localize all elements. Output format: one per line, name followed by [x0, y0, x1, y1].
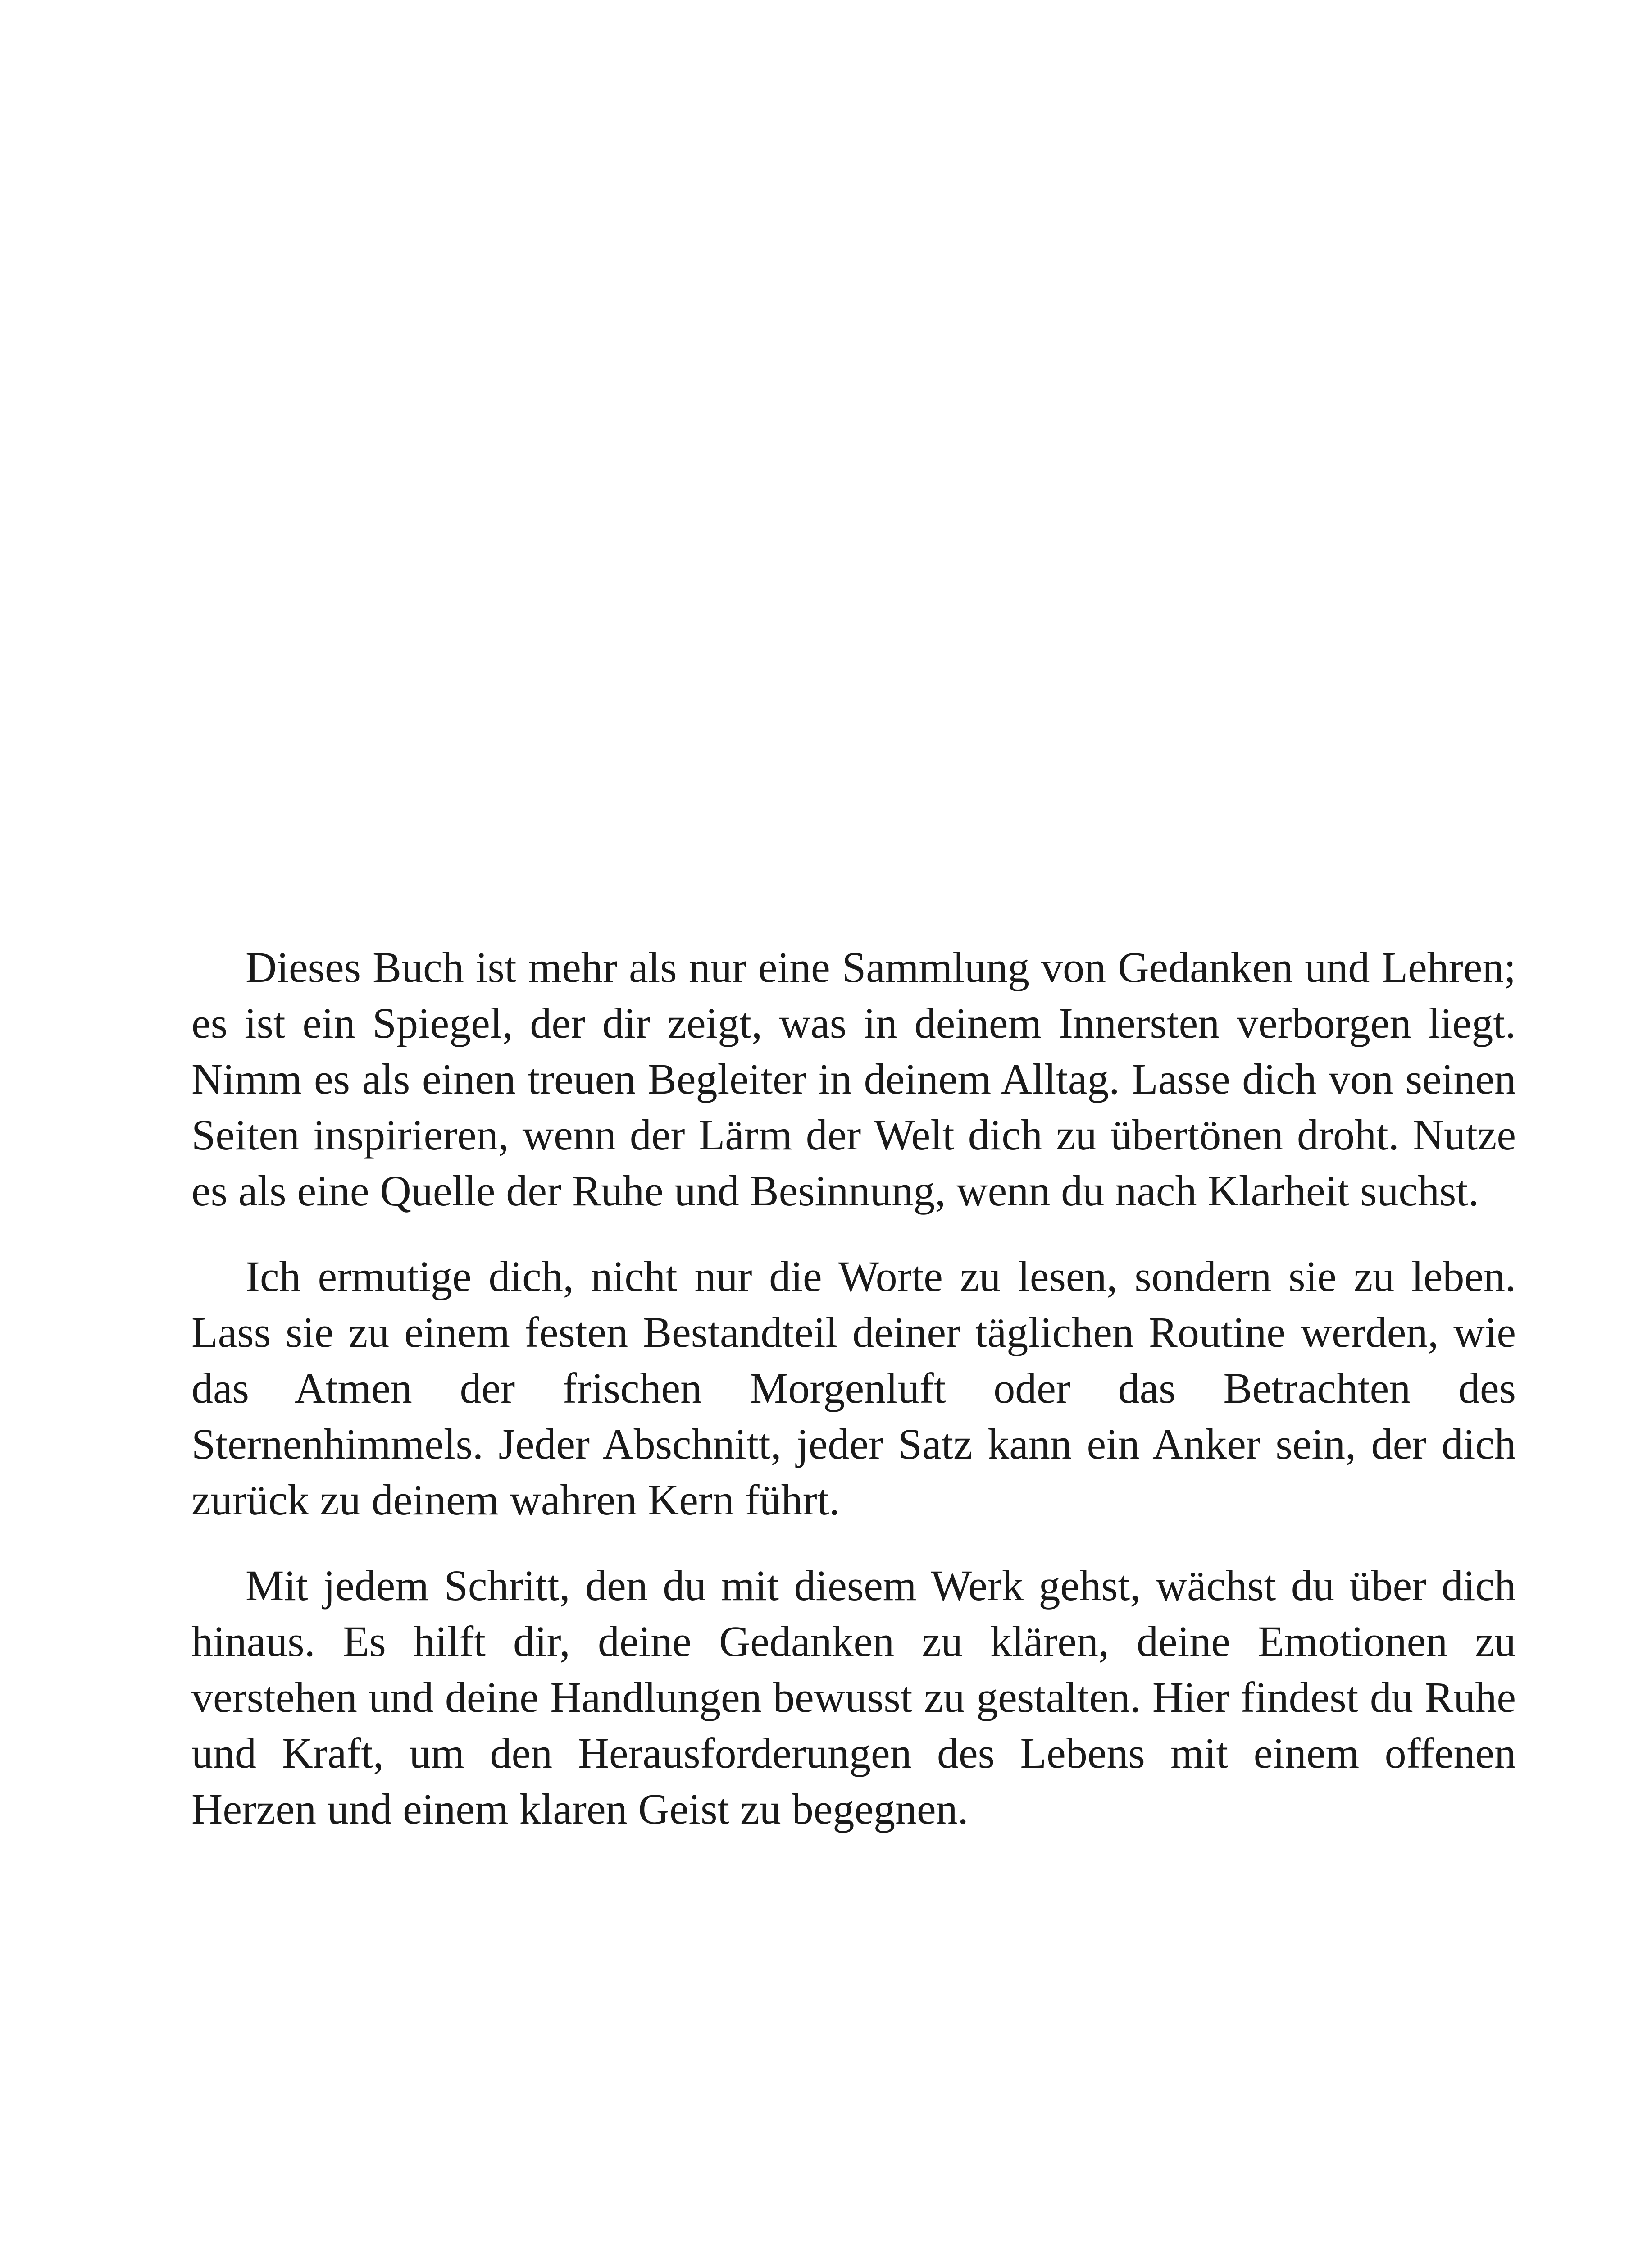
paragraph-3: Mit jedem Schritt, den du mit diesem Werk gehst, wächst du über dich hinaus. Es hilft dir, deine Gedanken zu klären, deine Emotionen zu verstehen und deine Handlungen bewusst zu gestalten. Hier findest du Ruhe und Kraft, um den Herausforderungen des Lebens mit einem offenen Herzen und einem klaren Geist zu begegnen. [191, 1561, 1516, 1833]
paragraph-1: Dieses Buch ist mehr als nur eine Sammlung von Gedanken und Lehren; es ist ein Spiegel, der dir zeigt, was in deinem Innersten verborgen liegt. Nimm es als einen treuen Begleiter in deinem Alltag. Lasse dich von seinen Seiten inspirieren, wenn der Lärm der Welt dich zu übertönen droht. Nutze es als eine Quelle der Ruhe und Besinnung, wenn du nach Klarheit suchst. [191, 943, 1516, 1215]
body-text [191, 940, 1516, 1867]
paragraph-2: Ich ermutige dich, nicht nur die Worte zu lesen, sondern sie zu leben. Lass sie zu einem festen Bestandteil deiner täglichen Routine werden, wie das Atmen der frischen Morgenluft oder das Betrachten des Sternenhimmels. Jeder Abschnitt, jeder Satz kann ein Anker sein, der dich zurück zu deinem wahren Kern führt. [191, 1252, 1516, 1524]
